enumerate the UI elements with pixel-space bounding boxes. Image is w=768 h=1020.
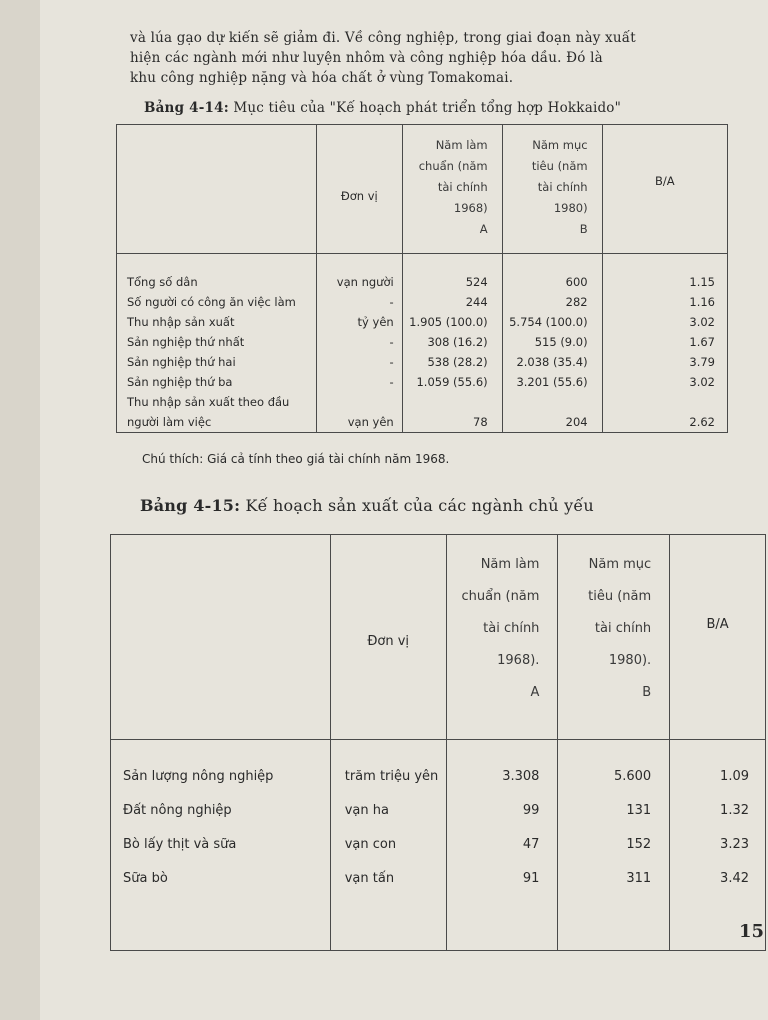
- value-cell: 1.059 (55.6): [416, 375, 488, 389]
- ratio-cell: 1.67: [689, 335, 715, 349]
- header-line: Năm làm: [435, 138, 488, 152]
- ratio-values: [670, 740, 766, 951]
- unit-cell: -: [389, 295, 394, 309]
- header-line: tài chính: [594, 621, 652, 636]
- paragraph-line: hiện các ngành mới như luyện nhôm và công nghiệp hóa dầu. Đó là: [130, 50, 603, 66]
- header-line: tài chính: [437, 180, 488, 194]
- row-labels: [117, 254, 317, 433]
- table-body-row: [111, 740, 766, 951]
- row-label: Sản nghiệp thứ hai: [127, 355, 236, 369]
- book-page: [40, 0, 768, 1020]
- ratio-cell: 3.02: [689, 375, 715, 389]
- value-cell: 78: [473, 415, 488, 429]
- header-unit: Đơn vị: [330, 535, 446, 740]
- ratio-cell: 1.09: [720, 769, 749, 784]
- ratio-cell: [603, 392, 727, 412]
- row-label: Số người có công ăn việc làm: [127, 295, 296, 309]
- row-label: Đất nông nghiệp: [123, 803, 232, 818]
- value-cell: 515 (9.0): [534, 335, 588, 349]
- header-line: B: [579, 222, 588, 236]
- value-cell: 99: [522, 803, 540, 818]
- header-col-a: [402, 125, 502, 254]
- value-cell: 524: [465, 275, 488, 289]
- row-label: Sản nghiệp thứ nhất: [127, 335, 245, 349]
- value-cell: 244: [465, 295, 488, 309]
- header-line: Năm mục: [588, 557, 652, 572]
- header-col-a: [446, 535, 558, 740]
- table-4-15-caption: Kế hoạch sản xuất của các ngành chủ yếu: [240, 496, 594, 515]
- row-label: Sữa bò: [123, 871, 168, 886]
- header-line: tiêu (năm: [531, 159, 588, 173]
- table-body-row: [117, 254, 728, 433]
- value-cell: 131: [626, 803, 652, 818]
- value-cell: 91: [522, 871, 540, 886]
- unit-cell: [317, 392, 402, 412]
- row-label: Bò lấy thịt và sữa: [123, 837, 237, 852]
- unit-cell: vạn ha: [344, 803, 389, 818]
- ratio-cell: 3.42: [720, 871, 749, 886]
- header-unit: Đơn vị: [316, 125, 402, 254]
- value-cell: 152: [626, 837, 652, 852]
- header-col-b: [502, 125, 602, 254]
- value-cell: 538 (28.2): [427, 355, 488, 369]
- header-blank-cell: [111, 535, 331, 740]
- col-a-values: [446, 740, 558, 951]
- header-line: 1968): [453, 201, 488, 215]
- unit-cell: trăm triệu yên: [344, 769, 439, 784]
- row-label: Thu nhập sản xuất theo đầu: [127, 395, 290, 409]
- row-labels: [111, 740, 331, 951]
- unit-cell: -: [389, 335, 394, 349]
- ratio-cell: 2.62: [689, 415, 715, 429]
- row-label: Thu nhập sản xuất: [127, 315, 235, 329]
- header-line: tiêu (năm: [588, 589, 652, 604]
- ratio-cell: 1.32: [720, 803, 749, 818]
- unit-cell: tỷ yên: [357, 315, 394, 329]
- value-cell: 308 (16.2): [427, 335, 488, 349]
- header-line: Năm làm: [480, 557, 540, 572]
- header-blank-cell: [117, 125, 317, 254]
- header-line: Năm mục: [532, 138, 588, 152]
- table-4-14-number: Bảng 4-14:: [144, 100, 229, 116]
- ratio-cell: 1.16: [689, 295, 715, 309]
- unit-cell: -: [389, 355, 394, 369]
- header-line: A: [479, 222, 488, 236]
- value-cell: 5.754 (100.0): [509, 315, 588, 329]
- table-header-row: [117, 125, 728, 254]
- paragraph-line: và lúa gạo dự kiến sẽ giảm đi. Về công nghiệp, trong giai đoạn này xuất: [130, 30, 636, 46]
- header-line: 1968).: [497, 653, 540, 668]
- ratio-cell: 3.79: [689, 355, 715, 369]
- header-ratio: B/A: [602, 125, 727, 254]
- header-line: A: [530, 685, 540, 700]
- col-b-values: [502, 254, 602, 433]
- row-label: Tổng số dân: [127, 275, 198, 289]
- row-label: người làm việc: [127, 415, 212, 429]
- value-cell: 2.038 (35.4): [516, 355, 588, 369]
- facing-page-edge: [0, 0, 41, 1020]
- header-ratio: B/A: [670, 535, 766, 740]
- value-cell: 3.308: [502, 769, 540, 784]
- header-line: chuẩn (năm: [418, 159, 488, 173]
- ratio-cell: 1.15: [689, 275, 715, 289]
- page-number: 15: [738, 921, 764, 942]
- unit-cell: vạn yên: [347, 415, 394, 429]
- table-4-15: [110, 534, 766, 951]
- table-4-15-number: Bảng 4-15:: [140, 496, 241, 515]
- header-line: B: [642, 685, 652, 700]
- unit-cell: -: [389, 375, 394, 389]
- intro-paragraph: [130, 28, 730, 88]
- header-line: chuẩn (năm: [461, 589, 540, 604]
- value-cell: 3.201 (55.6): [516, 375, 588, 389]
- col-b-values: [558, 740, 670, 951]
- unit-column: [330, 740, 446, 951]
- unit-column: [316, 254, 402, 433]
- row-label: Sản lượng nông nghiệp: [123, 769, 274, 784]
- row-label: Sản nghiệp thứ ba: [127, 375, 233, 389]
- unit-cell: vạn tấn: [344, 871, 395, 886]
- ratio-cell: 3.23: [720, 837, 749, 852]
- header-line: 1980).: [608, 653, 652, 668]
- unit-cell: vạn con: [344, 837, 397, 852]
- value-cell: 311: [626, 871, 652, 886]
- table-header-row: [111, 535, 766, 740]
- ratio-cell: 3.02: [689, 315, 715, 329]
- value-cell: 204: [565, 415, 588, 429]
- header-line: tài chính: [483, 621, 540, 636]
- col-a-values: [402, 254, 502, 433]
- table-4-15-title: [140, 496, 594, 515]
- header-line: 1980): [553, 201, 588, 215]
- header-line: tài chính: [537, 180, 588, 194]
- unit-cell: vạn người: [336, 275, 394, 289]
- table-4-14-caption: Mục tiêu của "Kế hoạch phát triển tổng hợp Hokkaido": [228, 100, 622, 116]
- table-note: Chú thích: Giá cả tính theo giá tài chính năm 1968.: [142, 452, 450, 466]
- value-cell: 5.600: [613, 769, 652, 784]
- header-col-b: [558, 535, 670, 740]
- value-cell: [503, 392, 602, 412]
- value-cell: 47: [522, 837, 540, 852]
- paragraph-line: khu công nghiệp nặng và hóa chất ở vùng Tomakomai.: [130, 70, 514, 86]
- ratio-values: [602, 254, 727, 433]
- value-cell: 282: [565, 295, 588, 309]
- value-cell: [403, 392, 502, 412]
- value-cell: 600: [565, 275, 588, 289]
- table-4-14: [116, 124, 728, 433]
- table-4-14-title: [144, 100, 621, 116]
- value-cell: 1.905 (100.0): [409, 315, 488, 329]
